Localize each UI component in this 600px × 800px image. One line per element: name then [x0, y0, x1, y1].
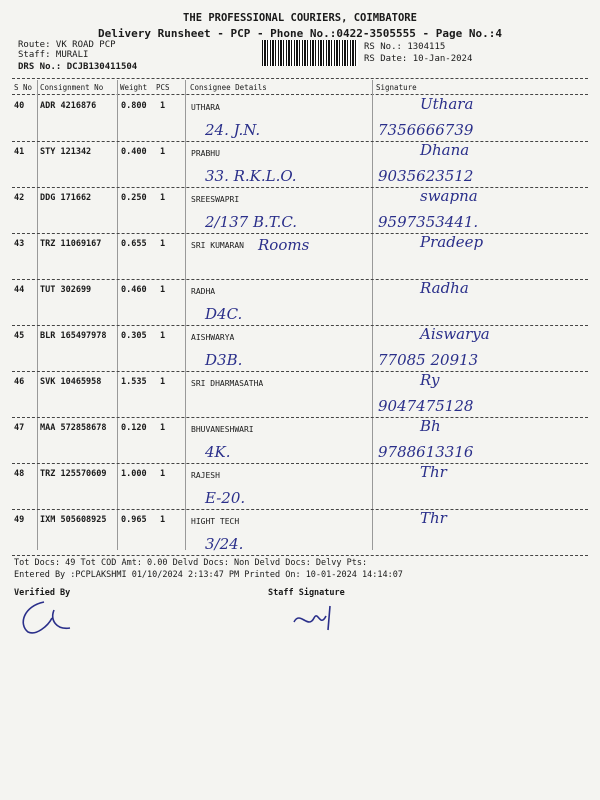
- row-separator: [12, 509, 588, 510]
- rs-date: RS Date: 10-Jan-2024: [364, 54, 473, 64]
- drs-number: DRS No.: DCJB130411504: [18, 62, 138, 72]
- row-recipient-phone: 9035623512: [378, 167, 474, 185]
- row-pcs: 1: [160, 101, 166, 111]
- row-pcs: 1: [160, 285, 166, 295]
- row-consignee-name: BHUVANESHWARI: [191, 425, 254, 434]
- totals-line: Tot Docs: 49 Tot COD Amt: 0.00 Delvd Docs: Non Delvd Docs: Delvy Pts:: [14, 558, 368, 568]
- row-weight: 0.250: [121, 193, 147, 203]
- row-sno: 42: [14, 193, 25, 203]
- row-handwritten-address: Rooms: [258, 236, 310, 254]
- row-weight: 0.800: [121, 101, 147, 111]
- runsheet-subtitle: Delivery Runsheet - PCP - Phone No.:0422-3505555 - Page No.:4: [98, 27, 502, 40]
- row-weight: 0.400: [121, 147, 147, 157]
- row-recipient-phone: 77085 20913: [378, 351, 479, 369]
- row-pcs: 1: [160, 423, 166, 433]
- col-divider: [372, 80, 373, 550]
- row-consignment-no: ADR 4216876: [40, 101, 97, 111]
- row-separator: [12, 417, 588, 418]
- row-handwritten-address: E-20.: [205, 489, 246, 507]
- row-separator: [12, 463, 588, 464]
- row-weight: 1.535: [121, 377, 147, 387]
- row-recipient-signature: Aiswarya: [420, 325, 490, 343]
- row-weight: 0.305: [121, 331, 147, 341]
- row-recipient-signature: Radha: [420, 279, 469, 297]
- row-recipient-signature: Thr: [420, 463, 447, 481]
- row-separator: [12, 555, 588, 556]
- row-sno: 43: [14, 239, 25, 249]
- col-signature: Signature: [376, 83, 417, 92]
- row-sno: 40: [14, 101, 25, 111]
- row-pcs: 1: [160, 193, 166, 203]
- row-consignment-no: IXM 505608925: [40, 515, 107, 525]
- row-consignee-name: HIGHT TECH: [191, 517, 240, 526]
- staff-label: Staff: MURALI: [18, 50, 89, 60]
- row-recipient-phone: 9788613316: [378, 443, 474, 461]
- row-recipient-signature: Dhana: [420, 141, 470, 159]
- row-sno: 41: [14, 147, 25, 157]
- row-pcs: 1: [160, 469, 166, 479]
- row-consignment-no: TRZ 125570609: [40, 469, 107, 479]
- row-consignment-no: DDG 171662: [40, 193, 92, 203]
- row-sno: 48: [14, 469, 25, 479]
- row-separator: [12, 371, 588, 372]
- row-pcs: 1: [160, 147, 166, 157]
- row-sno: 44: [14, 285, 25, 295]
- row-recipient-signature: Pradeep: [420, 233, 484, 251]
- row-weight: 1.000: [121, 469, 147, 479]
- row-separator: [12, 279, 588, 280]
- row-consignee-name: UTHARA: [191, 103, 220, 112]
- row-consignee-name: PRABHU: [191, 149, 220, 158]
- row-sno: 45: [14, 331, 25, 341]
- header-rule-bottom: [12, 94, 588, 95]
- verified-by-label: Verified By: [14, 588, 71, 598]
- col-weight: Weight: [120, 83, 148, 92]
- rs-number: RS No.: 1304115: [364, 42, 446, 52]
- company-title: THE PROFESSIONAL COURIERS, COIMBATORE: [183, 12, 417, 24]
- col-divider: [117, 80, 118, 550]
- row-recipient-phone: 9597353441.: [378, 213, 479, 231]
- verified-signature: [14, 598, 74, 638]
- row-handwritten-address: 2/137 B.T.C.: [205, 213, 298, 231]
- col-pcs: PCS: [156, 83, 170, 92]
- row-separator: [12, 233, 588, 234]
- col-divider: [185, 80, 186, 550]
- col-divider: [37, 80, 38, 550]
- col-consignee: Consignee Details: [190, 83, 267, 92]
- row-weight: 0.965: [121, 515, 147, 525]
- row-handwritten-address: 3/24.: [205, 535, 244, 553]
- row-handwritten-address: 33. R.K.L.O.: [205, 167, 297, 185]
- row-consignee-name: RADHA: [191, 287, 216, 296]
- row-pcs: 1: [160, 331, 166, 341]
- row-consignment-no: MAA 572858678: [40, 423, 107, 433]
- row-consignment-no: TRZ 11069167: [40, 239, 102, 249]
- row-consignee-name: AISHWARYA: [191, 333, 235, 342]
- row-separator: [12, 187, 588, 188]
- col-consignment: Consignment No: [40, 83, 104, 92]
- row-pcs: 1: [160, 377, 166, 387]
- col-sno: S No: [14, 83, 33, 92]
- row-pcs: 1: [160, 239, 166, 249]
- row-handwritten-address: D3B.: [205, 351, 243, 369]
- row-consignment-no: STY 121342: [40, 147, 92, 157]
- staff-signature: [290, 600, 340, 636]
- row-consignee-name: SREESWAPRI: [191, 195, 240, 204]
- row-recipient-phone: 7356666739: [378, 121, 474, 139]
- row-handwritten-address: 24. J.N.: [205, 121, 261, 139]
- row-recipient-signature: Bh: [420, 417, 441, 435]
- row-consignment-no: SVK 10465958: [40, 377, 102, 387]
- row-weight: 0.655: [121, 239, 147, 249]
- header-rule-top: [12, 78, 588, 79]
- row-separator: [12, 325, 588, 326]
- staff-signature-label: Staff Signature: [268, 588, 345, 598]
- row-recipient-signature: Ry: [420, 371, 440, 389]
- row-pcs: 1: [160, 515, 166, 525]
- row-recipient-signature: Thr: [420, 509, 447, 527]
- route-label: Route: VK ROAD PCP: [18, 40, 116, 50]
- row-consignment-no: BLR 165497978: [40, 331, 107, 341]
- row-consignee-name: SRI DHARMASATHA: [191, 379, 264, 388]
- row-consignment-no: TUT 302699: [40, 285, 92, 295]
- row-handwritten-address: 4K.: [205, 443, 231, 461]
- row-recipient-phone: 9047475128: [378, 397, 474, 415]
- row-separator: [12, 141, 588, 142]
- row-weight: 0.120: [121, 423, 147, 433]
- row-sno: 49: [14, 515, 25, 525]
- row-consignee-name: RAJESH: [191, 471, 220, 480]
- barcode: [262, 40, 358, 66]
- row-consignee-name: SRI KUMARAN: [191, 241, 244, 250]
- row-recipient-signature: swapna: [420, 187, 478, 205]
- row-sno: 47: [14, 423, 25, 433]
- row-weight: 0.460: [121, 285, 147, 295]
- entered-line: Entered By :PCPLAKSHMI 01/10/2024 2:13:47 PM Printed On: 10-01-2024 14:14:07: [14, 570, 403, 580]
- row-recipient-signature: Uthara: [420, 95, 474, 113]
- row-sno: 46: [14, 377, 25, 387]
- row-handwritten-address: D4C.: [205, 305, 243, 323]
